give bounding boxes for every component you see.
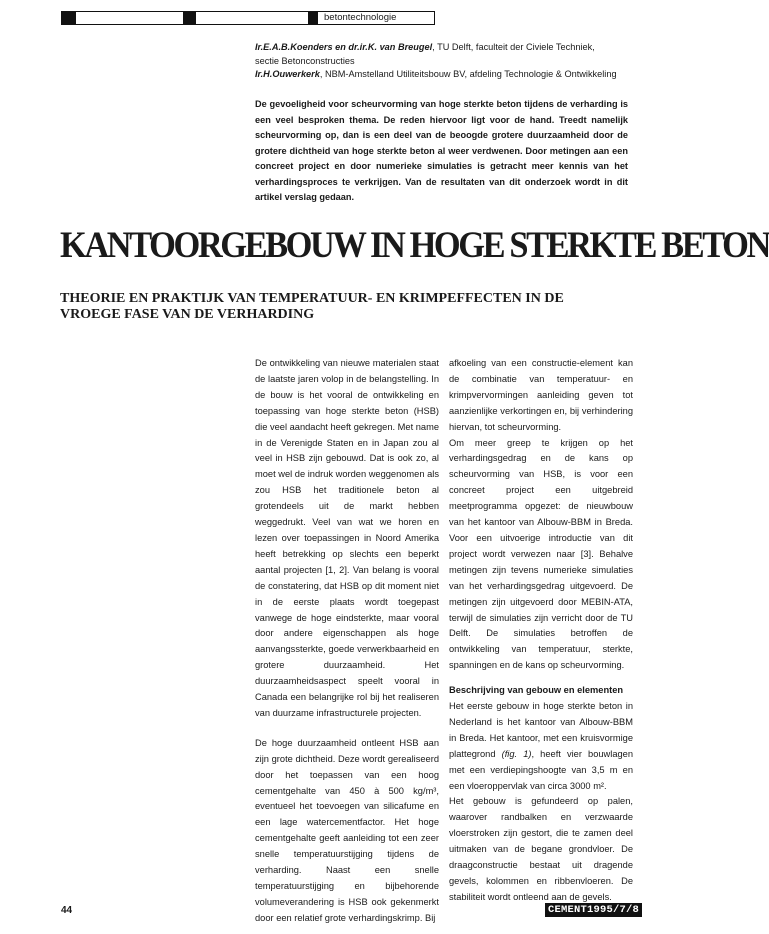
lead-paragraph: De gevoeligheid voor scheurvorming van hoge sterkte beton tijdens de verharding is een veel besproken thema. De reden hiervoor ligt voor de hand. Treedt namelijk scheurvorming op, dan is een deel van de beoogde grotere duurzaamheid door de grotere dichtheid van hoge sterkte beton al weer verdwenen. Door metingen aan een concreet project en door numerieke simulaties is getracht meer kennis van het verhardingsproces te verkrijgen. Van de resultaten van dit onderzoek wordt in dit artikel verslag gedaan. [255, 99, 628, 202]
text-column-left [255, 356, 439, 927]
body-paragraph: afkoeling van een constructie-element kan de combinatie van temperatuur- en krimpvervormingen aanleiding geven tot aanzienlijke verkortingen en, bij verhindering hiervan, tot scheurvorming. [449, 358, 633, 432]
header-block [183, 12, 196, 24]
text-column-right [449, 356, 633, 906]
author-block [255, 41, 625, 82]
author-affiliation: , TU Delft, faculteit der Civiele Techniek, [432, 42, 595, 52]
author-affiliation: sectie Betonconstructies [255, 55, 355, 66]
page-number: 44 [61, 905, 73, 916]
body-text: , heeft vier bouwlagen met een verdiepingshoogte van 3,5 m en een vloeroppervlak van circa 3000 m². [449, 748, 633, 791]
article-subtitle: THEORIE EN PRAKTIJK VAN TEMPERATUUR- EN KRIMPEFFECTEN IN DE VROEGE FASE VAN DE VERHARDING [60, 291, 564, 322]
section-heading: Beschrijving van gebouw en elementen [449, 685, 624, 696]
body-paragraph: Het gebouw is gefundeerd op palen, waarover randbalken en verzwaarde vloerstroken zijn gestort, die te zamen deel uitmaken van de begane grondvloer. De draagconstructie bestaat uit dragende gevels, kolommen en ribbenvloeren. De stabiliteit wordt ontleend aan de gevels. [449, 796, 633, 902]
body-paragraph: Om meer greep te krijgen op het verhardingsgedrag en de kans op scheurvorming van HSB, is voor een concreet project een uitgebreid meetprogramma opgezet: de nieuwbouw van het kantoor van Albouw-BBM in Breda. Voor een uitvoerige introductie van dit project wordt verwezen naar [3]. Behalve metingen zijn tevens numerieke simulaties van het verhardingsgedrag uitgevoerd. De metingen zijn uitgevoerd door MEBIN-ATA, terwijl de simulaties zijn verricht door de TU Delft. De simulaties betroffen de ontwikkeling van temperatuur, sterkte, spanningen en de kans op scheurvorming. [449, 437, 633, 671]
body-paragraph: De ontwikkeling van nieuwe materialen staat de laatste jaren volop in de belangstelling. In de bouw is het vooral de ontwikkeling en toepassing van hoge sterkte beton (HSB) die veel aandacht heeft gekregen. Met name in de Verenigde Staten en in Japan zou al veel in HSB zijn gebouwd. Dat is ook zo, al moet wel de indruk worden weggenomen als zou HSB het traditionele beton al grotendeels uit de markt hebben weggedrukt. Veel van wat we horen en lezen over toepassingen in Noord Amerika heeft betrekking op slechts een beperkt aantal projecten [1, 2]. Van belang is vooral de constatering, dat HSB op dit moment niet in de eerste plaats wordt toegepast vanwege de hoge eindsterkte, maar vooral door andere eigenschappen als hoge aanvangssterkte, goede verwerkbaarheid en grotere duurzaamheid. Het duurzaamheidsaspect speelt vooral in Canada een belangrijke rol bij het realiseren van duurzame infrastructurele projecten. [255, 358, 439, 718]
figure-reference: (fig. 1) [501, 748, 532, 759]
author-affiliation: , NBM-Amstelland Utiliteitsbouw BV, afdeling Technologie & Ontwikkeling [319, 69, 617, 80]
journal-badge: CEMENT1995/7/8 [545, 903, 642, 917]
author-names: Ir.H.Ouwerkerk [255, 69, 320, 80]
body-text: Het eerste gebouw in hoge sterkte beton in Nederland is het kantoor van Albouw-BBM in Breda. Het kantoor, met een kruisvormige plattegrond [449, 701, 633, 759]
section-label: betontechnologie [324, 12, 397, 23]
article-title: KANTOORGEBOUW IN HOGE STERKTE BETON [60, 225, 769, 266]
body-paragraph: De hoge duurzaamheid ontleent HSB aan zijn grote dichtheid. Deze wordt gerealiseerd door het toepassen van een hoog cementgehalte van 450 à 500 kg/m³, eventueel het toevoegen van silicafume en een lage watercementfactor. Het hoge cementgehalte geeft aanleiding tot een zeer snelle temperatuurstijging tijdens de verharding. Naast een snelle temperatuurstijging en bijbehorende volumeverandering is HSB ook gekenmerkt door een relatief grote verhardingskrimp. Bij [255, 737, 439, 923]
header-block [308, 12, 318, 24]
header-block [62, 12, 76, 24]
author-names: Ir.E.A.B.Koenders en dr.ir.K. van Breugel [255, 42, 433, 52]
header-bar [61, 11, 435, 25]
body-paragraph [449, 699, 633, 794]
